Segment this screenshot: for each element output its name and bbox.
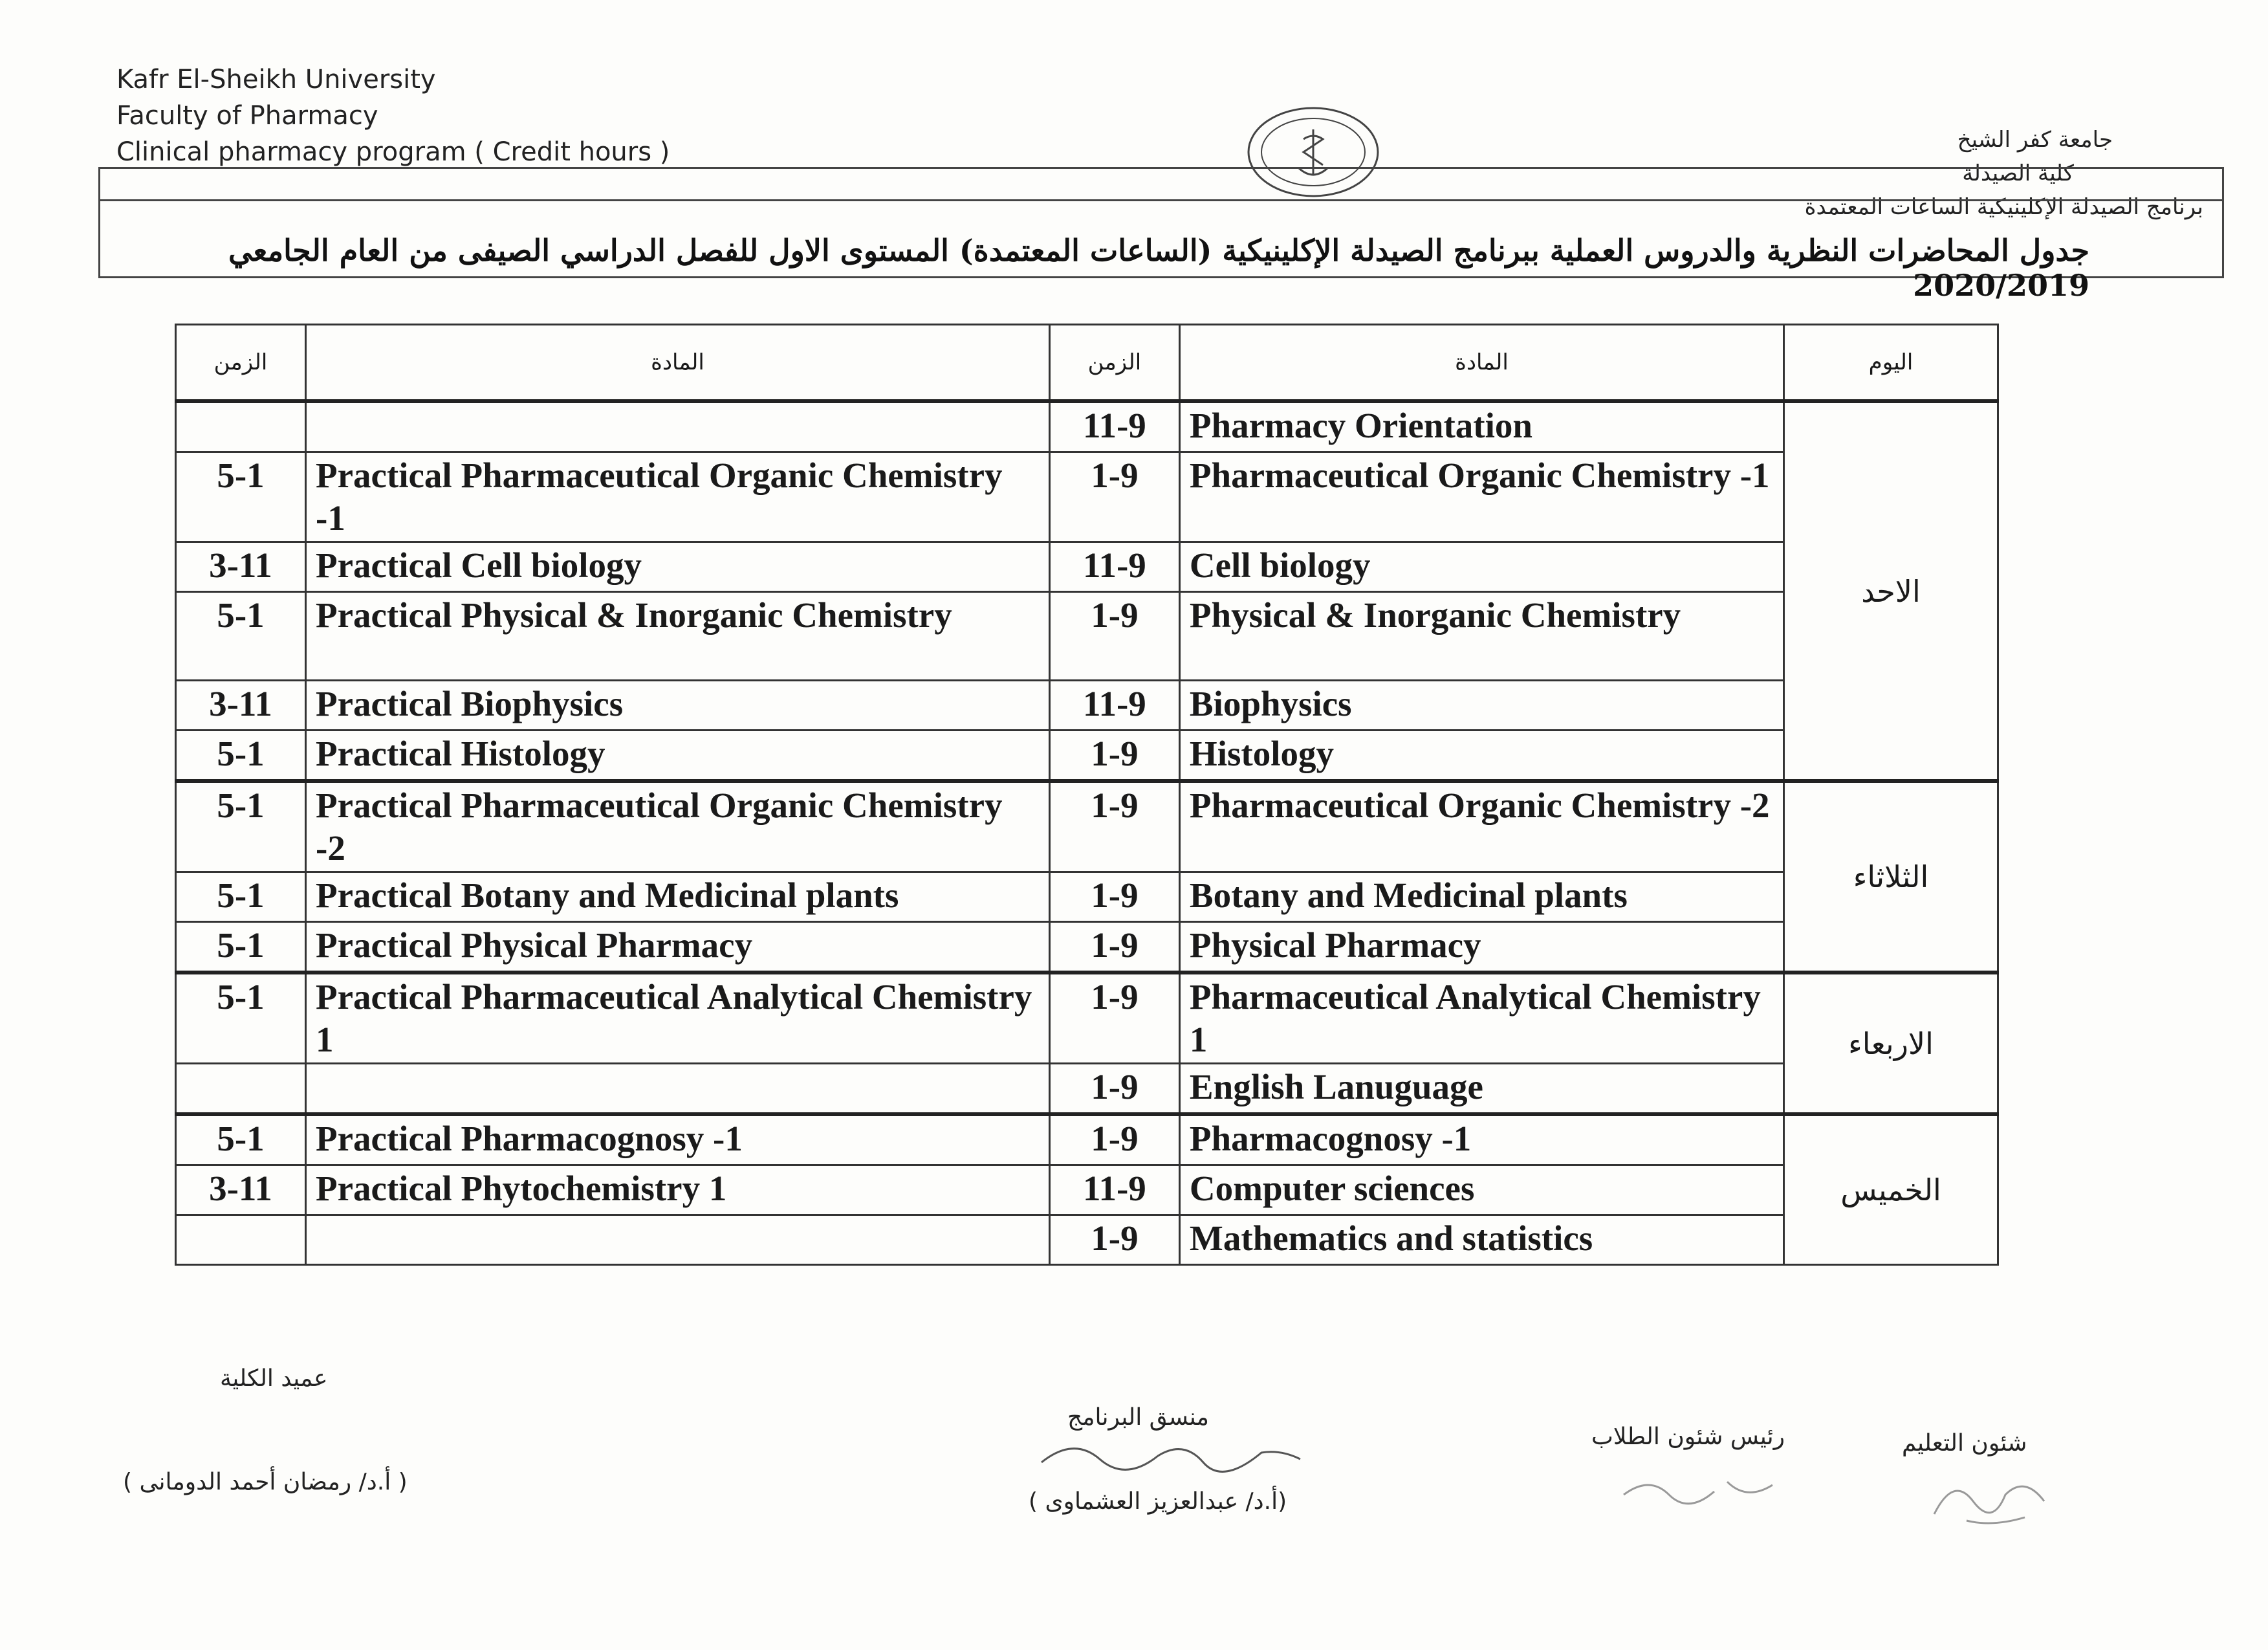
practical-cell: Practical Phytochemistry 1 bbox=[306, 1165, 1050, 1215]
practical-time-cell bbox=[176, 1064, 306, 1115]
practical-cell bbox=[306, 1215, 1050, 1265]
time-cell: 1-9 bbox=[1049, 973, 1179, 1064]
course-cell: Physical & Inorganic Chemistry bbox=[1179, 592, 1783, 681]
practical-time-cell bbox=[176, 401, 306, 452]
table-row bbox=[176, 781, 1998, 872]
practical-time-cell: 5-1 bbox=[176, 872, 306, 922]
table-row bbox=[176, 681, 1998, 731]
faculty-name: Faculty of Pharmacy bbox=[116, 101, 378, 131]
students-affairs-title: رئيس شئون الطلاب bbox=[1591, 1424, 1785, 1450]
university-name-ar: جامعة كفر الشيخ bbox=[1957, 127, 2113, 153]
practical-time-cell: 5-1 bbox=[176, 973, 306, 1064]
course-cell: Histology bbox=[1179, 731, 1783, 782]
practical-time-cell: 5-1 bbox=[176, 731, 306, 782]
table-row bbox=[176, 922, 1998, 973]
practical-time-cell: 3-11 bbox=[176, 681, 306, 731]
table-row bbox=[176, 1064, 1998, 1115]
practical-cell: Practical Histology bbox=[306, 731, 1050, 782]
course-cell: Pharmaceutical Analytical Chemistry 1 bbox=[1179, 973, 1783, 1064]
practical-cell: Practical Cell biology bbox=[306, 542, 1050, 592]
time-cell: 11-9 bbox=[1049, 1165, 1179, 1215]
practical-time-cell: 5-1 bbox=[176, 592, 306, 681]
practical-cell: Practical Pharmaceutical Organic Chemistry -2 bbox=[306, 781, 1050, 872]
coordinator-title: منسق البرنامج bbox=[1067, 1404, 1209, 1431]
practical-time-cell: 3-11 bbox=[176, 542, 306, 592]
schedule-table bbox=[175, 324, 1999, 1266]
time-cell: 1-9 bbox=[1049, 872, 1179, 922]
header-en bbox=[116, 61, 670, 170]
day-wednesday: الاربعاء bbox=[1784, 973, 1998, 1114]
time-cell: 11-9 bbox=[1049, 542, 1179, 592]
table-row bbox=[176, 731, 1998, 782]
practical-time-cell: 5-1 bbox=[176, 1114, 306, 1165]
table-row bbox=[176, 401, 1998, 452]
table-row bbox=[176, 452, 1998, 542]
header-subject-practical: المادة bbox=[306, 325, 1050, 402]
course-cell: Botany and Medicinal plants bbox=[1179, 872, 1783, 922]
practical-time-cell: 5-1 bbox=[176, 781, 306, 872]
education-affairs-signature bbox=[1928, 1462, 2057, 1534]
students-affairs-signature bbox=[1617, 1462, 1785, 1514]
practical-cell: Practical Pharmaceutical Organic Chemistry -1 bbox=[306, 452, 1050, 542]
time-cell: 11-9 bbox=[1049, 401, 1179, 452]
practical-cell bbox=[306, 1064, 1050, 1115]
table-row bbox=[176, 1165, 1998, 1215]
time-cell: 1-9 bbox=[1049, 1215, 1179, 1265]
education-affairs-title: شئون التعليم bbox=[1902, 1430, 2027, 1457]
time-cell: 1-9 bbox=[1049, 592, 1179, 681]
course-cell: Biophysics bbox=[1179, 681, 1783, 731]
table-row bbox=[176, 592, 1998, 681]
practical-time-cell bbox=[176, 1215, 306, 1265]
table-row bbox=[176, 542, 1998, 592]
course-cell: English Lanuguage bbox=[1179, 1064, 1783, 1115]
table-row bbox=[176, 973, 1998, 1064]
day-tuesday: الثلاثاء bbox=[1784, 781, 1998, 973]
time-cell: 1-9 bbox=[1049, 781, 1179, 872]
faculty-name-ar: كلية الصيدلة bbox=[1962, 160, 2074, 186]
time-cell: 1-9 bbox=[1049, 731, 1179, 782]
course-cell: Pharmaceutical Organic Chemistry -1 bbox=[1179, 452, 1783, 542]
course-cell: Mathematics and statistics bbox=[1179, 1215, 1783, 1265]
time-cell: 1-9 bbox=[1049, 452, 1179, 542]
practical-cell: Practical Pharmaceutical Analytical Chemistry 1 bbox=[306, 973, 1050, 1064]
course-cell: Cell biology bbox=[1179, 542, 1783, 592]
course-cell: Pharmacy Orientation bbox=[1179, 401, 1783, 452]
header-time-practical: الزمن bbox=[176, 325, 306, 402]
header-frame bbox=[98, 167, 2224, 203]
practical-time-cell: 5-1 bbox=[176, 452, 306, 542]
coordinator-name: (أ.د/ عبدالعزيز العشماوى ) bbox=[1029, 1488, 1287, 1515]
table-header-row bbox=[176, 325, 1998, 402]
time-cell: 1-9 bbox=[1049, 1064, 1179, 1115]
schedule-title: جدول المحاضرات النظرية والدروس العملية ببرنامج الصيدلة الإكلينيكية (الساعات المعتمدة) المستوى الاول للفصل الدراسي الصيفى من العام الجامعي 2020/2019 bbox=[228, 233, 2089, 303]
practical-time-cell: 3-11 bbox=[176, 1165, 306, 1215]
header-day: اليوم bbox=[1784, 325, 1998, 402]
dean-title: عميد الكلية bbox=[220, 1365, 328, 1392]
day-sunday: الاحد bbox=[1784, 401, 1998, 781]
course-cell: Computer sciences bbox=[1179, 1165, 1783, 1215]
course-cell: Pharmacognosy -1 bbox=[1179, 1114, 1783, 1165]
time-cell: 1-9 bbox=[1049, 1114, 1179, 1165]
course-cell: Pharmaceutical Organic Chemistry -2 bbox=[1179, 781, 1783, 872]
practical-cell: Practical Botany and Medicinal plants bbox=[306, 872, 1050, 922]
coordinator-signature bbox=[1035, 1430, 1307, 1482]
program-name: Clinical pharmacy program ( Credit hours ) bbox=[116, 137, 670, 167]
time-cell: 1-9 bbox=[1049, 922, 1179, 973]
table-row bbox=[176, 1114, 1998, 1165]
practical-cell bbox=[306, 401, 1050, 452]
practical-cell: Practical Physical Pharmacy bbox=[306, 922, 1050, 973]
practical-cell: Practical Physical & Inorganic Chemistry bbox=[306, 592, 1050, 681]
course-cell: Physical Pharmacy bbox=[1179, 922, 1783, 973]
day-thursday: الخميس bbox=[1784, 1114, 1998, 1265]
header-time: الزمن bbox=[1049, 325, 1179, 402]
header-subject: المادة bbox=[1179, 325, 1783, 402]
table-row bbox=[176, 872, 1998, 922]
practical-cell: Practical Pharmacognosy -1 bbox=[306, 1114, 1050, 1165]
table-row bbox=[176, 1215, 1998, 1265]
practical-time-cell: 5-1 bbox=[176, 922, 306, 973]
university-name: Kafr El-Sheikh University bbox=[116, 65, 436, 94]
dean-name: ( أ.د/ رمضان أحمد الدومانى ) bbox=[123, 1469, 408, 1495]
program-name-ar: برنامج الصيدلة الإكلينيكية الساعات المعتمدة bbox=[1804, 194, 2203, 220]
practical-cell: Practical Biophysics bbox=[306, 681, 1050, 731]
time-cell: 11-9 bbox=[1049, 681, 1179, 731]
